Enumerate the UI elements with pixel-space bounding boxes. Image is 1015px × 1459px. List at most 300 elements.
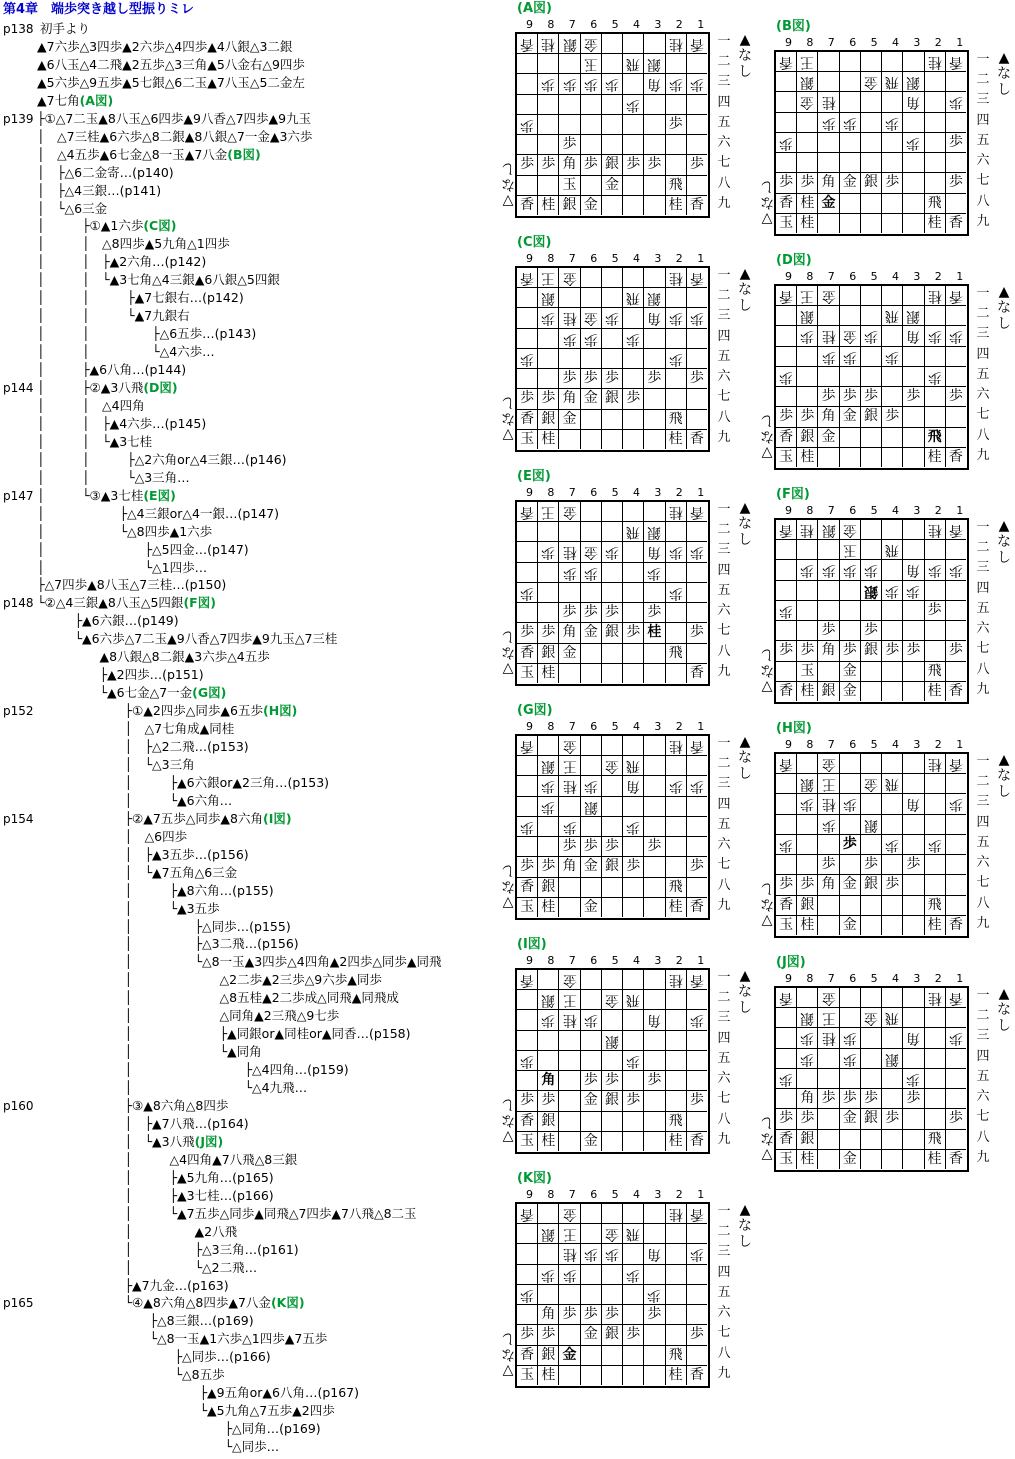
board-square — [925, 214, 946, 233]
gote-piece: 歩 — [541, 76, 556, 93]
gote-piece: 歩 — [906, 582, 921, 599]
board-square — [559, 196, 580, 215]
sente-piece: 香 — [779, 194, 794, 211]
gote-piece: 金 — [863, 74, 878, 91]
board-square — [559, 1265, 580, 1285]
sente-piece: 香 — [520, 410, 535, 427]
board-square — [666, 1325, 687, 1345]
tree-line — [37, 666, 204, 684]
board-square — [644, 502, 665, 522]
board-square — [687, 196, 707, 215]
board-square — [538, 1366, 559, 1385]
board-square — [903, 662, 924, 682]
gote-piece: 歩 — [689, 544, 704, 561]
board-square — [581, 542, 602, 562]
board-square — [861, 1008, 882, 1028]
sente-piece: 角 — [562, 390, 577, 407]
gote-piece: 歩 — [885, 582, 900, 599]
file-label: 7 — [568, 720, 576, 733]
board-square — [644, 268, 665, 288]
board-square — [538, 857, 559, 877]
gote-piece: 金 — [562, 738, 577, 754]
file-label: 3 — [654, 954, 662, 967]
board-square — [861, 1150, 882, 1169]
board-square — [861, 428, 882, 448]
gote-piece: 香 — [948, 288, 963, 304]
tree-line — [37, 792, 232, 810]
rank-label: 五 — [976, 366, 990, 382]
tree-line — [37, 720, 234, 738]
board-square — [818, 306, 839, 326]
sente-piece: 歩 — [626, 624, 641, 641]
sente-piece: 歩 — [927, 601, 942, 618]
sente-piece: 香 — [948, 448, 963, 465]
board-square — [517, 308, 538, 328]
board-square — [559, 308, 580, 328]
tree-line — [37, 1384, 359, 1402]
sente-piece: 角 — [562, 624, 577, 641]
board-square — [623, 1204, 644, 1224]
gote-piece: 歩 — [541, 798, 556, 815]
gote-piece: 金 — [604, 758, 619, 775]
gote-piece: 銀 — [604, 1032, 619, 1049]
gote-piece: 角 — [906, 94, 921, 111]
board-square — [882, 1089, 903, 1109]
board-square — [581, 817, 602, 837]
rank-label: 六 — [717, 1305, 731, 1321]
gote-piece: 金 — [821, 288, 836, 304]
board-square — [538, 389, 559, 409]
board-square — [581, 54, 602, 74]
board-square — [559, 1244, 580, 1264]
sente-piece: 角 — [541, 1306, 556, 1323]
sente-piece: 玉 — [520, 1366, 535, 1383]
sente-piece: 歩 — [821, 856, 836, 873]
board-square — [602, 1091, 623, 1111]
board-square — [602, 857, 623, 877]
gote-piece: 桂 — [668, 36, 683, 52]
board-square — [818, 428, 839, 448]
file-label: 8 — [547, 1188, 555, 1201]
board-label: (I図) — [517, 937, 547, 952]
board-square — [840, 448, 861, 467]
gote-piece: 歩 — [779, 602, 794, 619]
board-square — [903, 407, 924, 427]
board-square — [623, 664, 644, 683]
sente-piece: 銀 — [863, 876, 878, 893]
file-label: 7 — [827, 36, 835, 49]
board-square — [882, 133, 903, 153]
sente-piece: 歩 — [562, 370, 577, 387]
tree-line — [37, 289, 244, 307]
rank-label: 七 — [717, 1091, 731, 1107]
board-square — [666, 1132, 687, 1151]
tree-line — [37, 559, 207, 577]
sente-piece: 金 — [562, 644, 577, 661]
sente-piece: 歩 — [541, 858, 556, 875]
gote-piece: 王 — [541, 504, 556, 520]
board-square — [559, 837, 580, 857]
rank-label: 七 — [976, 641, 990, 657]
move-text: ▲6八玉△4二飛▲2五歩△3三角▲5八金右△9四歩 — [37, 56, 305, 72]
tree-line — [37, 164, 174, 182]
board-square — [623, 857, 644, 877]
board-square — [602, 1031, 623, 1051]
file-label: 8 — [806, 504, 814, 517]
board-square — [644, 837, 665, 857]
board-square — [776, 815, 797, 835]
file-label: 7 — [827, 738, 835, 751]
board-square — [602, 1132, 623, 1151]
board-square — [517, 410, 538, 430]
board-square — [559, 664, 580, 683]
board-square — [666, 990, 687, 1010]
file-label: 7 — [827, 270, 835, 283]
board-square — [861, 52, 882, 72]
file-label: 1 — [956, 738, 964, 751]
hand-char: △ — [502, 426, 514, 442]
file-label: 5 — [870, 36, 878, 49]
board-square — [797, 194, 818, 214]
gote-piece: 金 — [821, 756, 836, 772]
board-square — [581, 74, 602, 94]
board-square — [581, 1285, 602, 1305]
file-label: 7 — [827, 972, 835, 985]
sente-piece: 歩 — [647, 1072, 662, 1089]
board-square — [687, 1366, 707, 1385]
board-d — [760, 252, 1015, 477]
board-square — [925, 1028, 946, 1048]
gote-piece: 桂 — [821, 328, 836, 345]
tree-line — [37, 1133, 223, 1151]
sente-piece: 銀 — [863, 642, 878, 659]
move-text: ├▲9五角or▲6八角…(p167) — [37, 1385, 359, 1401]
board-square — [818, 387, 839, 407]
gote-piece: 歩 — [604, 310, 619, 327]
board-square — [623, 623, 644, 643]
gote-piece: 歩 — [626, 330, 641, 347]
board-square — [538, 369, 559, 389]
tree-line — [37, 1061, 349, 1079]
board-square — [581, 736, 602, 756]
hand-char: △ — [502, 1128, 514, 1144]
tree-line — [37, 1097, 228, 1115]
file-label: 4 — [633, 252, 640, 265]
board-square — [946, 72, 966, 92]
board-square — [559, 623, 580, 643]
board-square — [644, 797, 665, 817]
board-square — [687, 1031, 707, 1051]
gote-piece: 香 — [689, 504, 704, 520]
board-square — [797, 1008, 818, 1028]
board-square — [623, 1285, 644, 1305]
gote-piece: 歩 — [779, 1070, 794, 1087]
board-square — [818, 540, 839, 560]
board-square — [946, 92, 966, 112]
gote-piece: 香 — [948, 522, 963, 538]
gote-piece: 金 — [800, 94, 815, 111]
board-square — [517, 776, 538, 796]
board-square — [687, 990, 707, 1010]
board-square — [623, 155, 644, 175]
board-square — [882, 1008, 903, 1028]
board-square — [517, 1366, 538, 1385]
sente-piece: 歩 — [689, 1326, 704, 1343]
move-text: │ │ └△3三角… — [37, 469, 190, 485]
sente-hand — [995, 986, 1013, 1034]
board-square — [797, 428, 818, 448]
file-label: 4 — [633, 720, 640, 733]
board-square — [559, 135, 580, 155]
board-square — [517, 1224, 538, 1244]
sente-piece: 歩 — [800, 642, 815, 659]
rank-label: 六 — [717, 603, 731, 619]
board-square — [538, 817, 559, 837]
board-square — [861, 1109, 882, 1129]
board-square — [861, 520, 882, 540]
gote-piece: 歩 — [647, 564, 662, 581]
file-labels — [519, 486, 709, 500]
move-text: │ └△8四歩▲1六歩 — [37, 523, 213, 539]
board-square — [538, 1325, 559, 1345]
board-square — [903, 1109, 924, 1129]
board-square — [687, 329, 707, 349]
board-square — [818, 754, 839, 774]
gote-piece: 歩 — [520, 350, 535, 367]
sente-piece: 玉 — [779, 214, 794, 231]
rank-label: 六 — [717, 135, 731, 151]
move-text: │ △4四角▲7八飛△8三銀 — [37, 1151, 298, 1167]
rank-label: 一 — [976, 286, 990, 301]
board-square — [925, 428, 946, 448]
gote-piece: 金 — [562, 972, 577, 988]
board-square — [581, 1132, 602, 1151]
board-square — [840, 326, 861, 346]
gote-piece: 歩 — [583, 1012, 598, 1029]
board-square — [517, 369, 538, 389]
board-square — [517, 542, 538, 562]
tree-line — [37, 397, 145, 415]
rank-label: 三 — [976, 92, 990, 108]
board-square — [903, 641, 924, 661]
hand-char: な — [501, 410, 515, 426]
sente-piece: 歩 — [800, 174, 815, 191]
file-label: 4 — [633, 486, 640, 499]
board-square — [925, 306, 946, 326]
board-square — [946, 896, 966, 916]
board-square — [538, 1305, 559, 1325]
board-square — [559, 857, 580, 877]
gote-piece: 歩 — [520, 1286, 535, 1303]
diagram-ref: (E図) — [143, 487, 176, 503]
hand-char: し — [501, 862, 515, 878]
board-square — [840, 347, 861, 367]
board-square — [644, 970, 665, 990]
board-square — [581, 623, 602, 643]
board-square — [925, 896, 946, 916]
hand-char: △ — [502, 894, 514, 910]
gote-hand — [499, 1096, 517, 1144]
variation-tree — [0, 0, 505, 1459]
tree-line — [37, 1259, 257, 1277]
board-square — [538, 196, 559, 215]
sente-piece: 桂 — [541, 430, 556, 447]
rank-label: 七 — [717, 857, 731, 873]
gote-piece: 香 — [520, 270, 535, 286]
sente-piece: 桂 — [800, 1150, 815, 1167]
gote-piece: 金 — [562, 1206, 577, 1222]
page-ref: p144 — [3, 381, 34, 395]
file-label: 6 — [849, 36, 857, 49]
rank-label: 七 — [717, 155, 731, 171]
move-text: │ ├①▲1六歩 — [37, 218, 144, 234]
file-label: 5 — [870, 738, 878, 751]
board-square — [623, 1346, 644, 1366]
tree-line — [37, 594, 216, 612]
board-square — [687, 1325, 707, 1345]
board-square — [644, 1265, 665, 1285]
board-square — [581, 329, 602, 349]
board-square — [623, 776, 644, 796]
board-square — [538, 135, 559, 155]
file-label: 2 — [675, 252, 683, 265]
tree-line — [40, 20, 90, 38]
file-label: 9 — [785, 504, 792, 517]
hand-char: し — [760, 178, 774, 194]
board-square — [644, 1346, 665, 1366]
file-label: 9 — [526, 18, 533, 31]
tree-line — [37, 971, 382, 989]
file-label: 8 — [547, 720, 555, 733]
board-square — [903, 306, 924, 326]
file-label: 9 — [526, 486, 533, 499]
board-square — [797, 367, 818, 387]
board-square — [581, 288, 602, 308]
board-j — [760, 954, 1015, 1179]
board-square — [559, 1132, 580, 1151]
hand-char: し — [501, 160, 515, 176]
gote-piece: 王 — [821, 1010, 836, 1027]
board-square — [517, 756, 538, 776]
gote-piece: 角 — [906, 1030, 921, 1047]
board-square — [559, 1010, 580, 1030]
board-square — [687, 857, 707, 877]
board-square — [644, 1112, 665, 1132]
board-square — [602, 1051, 623, 1071]
rank-label: 一 — [717, 970, 731, 985]
rank-label: 三 — [717, 542, 731, 558]
board-square — [776, 387, 797, 407]
board-square — [797, 286, 818, 306]
rank-label: 二 — [717, 1224, 731, 1240]
board-square — [946, 754, 966, 774]
file-label: 2 — [675, 1188, 683, 1201]
hand-char: △ — [761, 1146, 773, 1162]
diagram-ref: (C図) — [143, 218, 177, 234]
board-square — [538, 1346, 559, 1366]
board-square — [776, 794, 797, 814]
board-square — [538, 74, 559, 94]
rank-label: 七 — [976, 173, 990, 189]
board-square — [861, 194, 882, 214]
gote-piece: 歩 — [520, 818, 535, 835]
board-square — [644, 1051, 665, 1071]
rank-label: 一 — [717, 268, 731, 283]
diagram-ref: (I図) — [262, 810, 292, 826]
board-square — [687, 736, 707, 756]
hand-char: な — [501, 1346, 515, 1362]
board-square — [538, 268, 559, 288]
board-square — [559, 563, 580, 583]
hand-char: な — [997, 300, 1011, 316]
board-square — [623, 878, 644, 898]
board-square — [517, 1071, 538, 1091]
board-square — [946, 306, 966, 326]
file-label: 7 — [568, 18, 576, 31]
file-label: 5 — [611, 1188, 619, 1201]
board-square — [861, 1069, 882, 1089]
board-square — [623, 522, 644, 542]
sente-piece: 香 — [520, 196, 535, 213]
sente-piece: 銀 — [604, 624, 619, 641]
board-grid — [774, 752, 969, 938]
sente-piece: 飛 — [927, 428, 942, 445]
board-square — [602, 817, 623, 837]
board-square — [666, 1244, 687, 1264]
sente-piece: 香 — [520, 644, 535, 661]
board-square — [840, 113, 861, 133]
sente-piece: 歩 — [885, 174, 900, 191]
gote-piece: 金 — [583, 36, 598, 52]
sente-piece: 歩 — [583, 604, 598, 621]
board-square — [602, 1346, 623, 1366]
board-square — [946, 1089, 966, 1109]
board-square — [925, 662, 946, 682]
board-square — [538, 542, 559, 562]
board-square — [623, 1091, 644, 1111]
board-square — [517, 736, 538, 756]
gote-piece: 歩 — [800, 796, 815, 813]
board-square — [623, 115, 644, 135]
rank-label: 九 — [976, 447, 990, 463]
board-square — [538, 990, 559, 1010]
sente-piece: 桂 — [927, 1150, 942, 1167]
board-square — [644, 756, 665, 776]
hand-char: ▲ — [998, 284, 1010, 300]
board-square — [687, 878, 707, 898]
board-square — [581, 1091, 602, 1111]
board-square — [623, 288, 644, 308]
sente-piece: 歩 — [604, 1072, 619, 1089]
file-labels — [778, 270, 968, 284]
rank-label: 六 — [976, 387, 990, 403]
board-square — [623, 1132, 644, 1151]
board-square — [882, 896, 903, 916]
board-square — [687, 1285, 707, 1305]
board-square — [623, 1071, 644, 1091]
board-square — [797, 347, 818, 367]
board-square — [559, 644, 580, 664]
sente-piece: 玉 — [520, 430, 535, 447]
gote-piece: 角 — [647, 76, 662, 93]
board-square — [602, 1285, 623, 1305]
board-square — [666, 522, 687, 542]
board-square — [925, 153, 946, 173]
board-square — [602, 430, 623, 449]
gote-piece: 歩 — [668, 778, 683, 795]
board-square — [797, 306, 818, 326]
board-square — [797, 1130, 818, 1150]
